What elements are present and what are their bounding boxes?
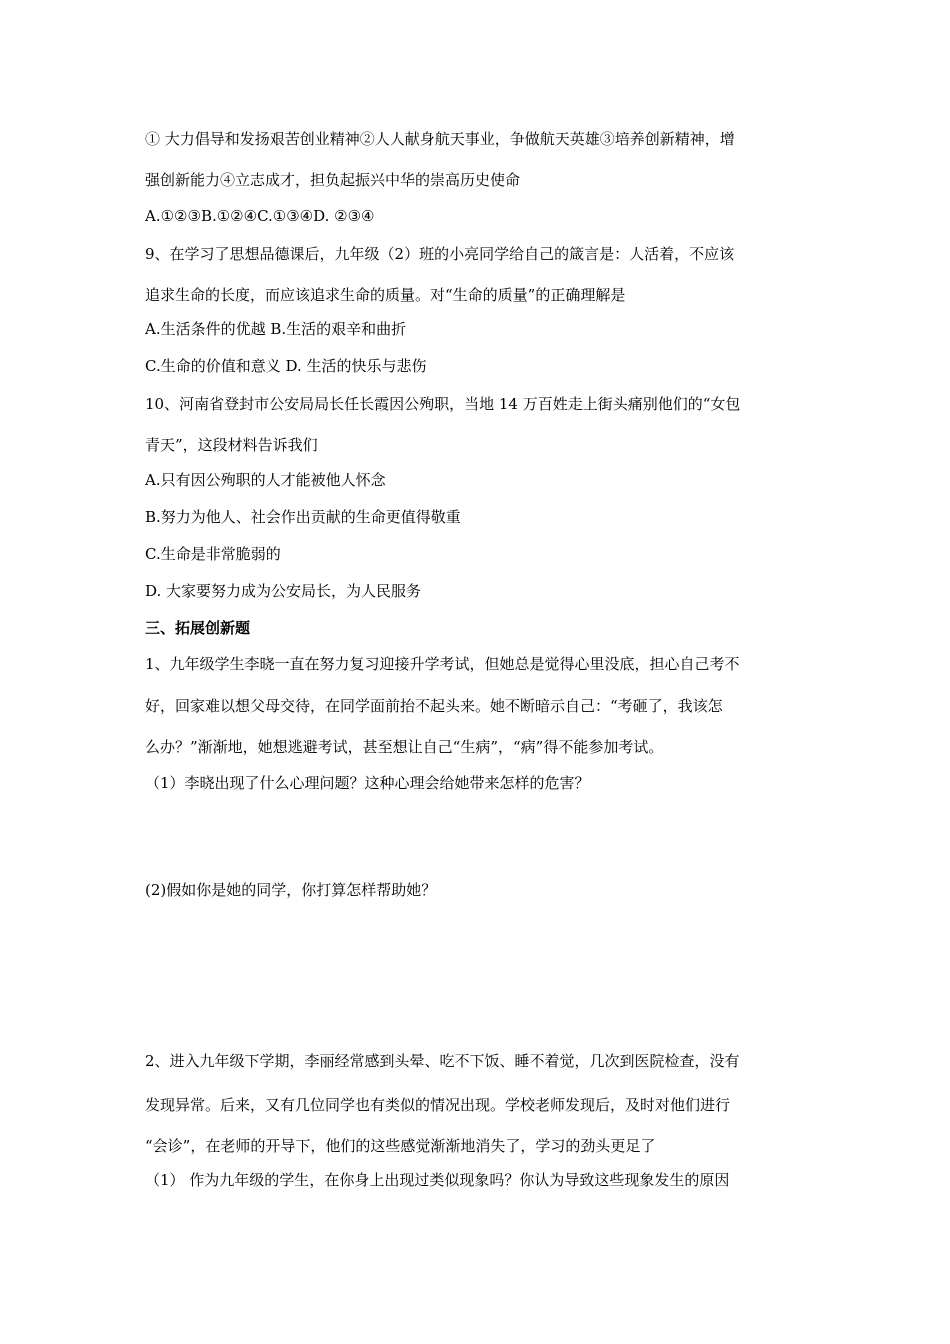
task2-subquestion-1: （1） 作为九年级的学生，在你身上出现过类似现象吗？你认为导致这些现象发生的原因: [145, 1171, 730, 1189]
q8-options-text-line-1: ① 大力倡导和发扬艰苦创业精神②人人献身航天事业，争做航天英雄③培养创新精神，增: [145, 130, 735, 148]
task2-stem-line-2: 发现异常。后来，又有几位同学也有类似的情况出现。学校老师发现后，及时对他们进行: [145, 1096, 731, 1114]
q9-choices-ab: A.生活条件的优越 B.生活的艰辛和曲折: [145, 320, 407, 338]
q10-choice-b: B.努力为他人、社会作出贡献的生命更值得敬重: [145, 508, 461, 526]
task2-stem-line-1: 2、进入九年级下学期，李丽经常感到头晕、吃不下饭、睡不着觉，几次到医院检查，没有: [145, 1052, 740, 1070]
q10-choice-d: D. 大家要努力成为公安局长，为人民服务: [145, 582, 422, 600]
task1-subquestion-1: （1）李晓出现了什么心理问题？这种心理会给她带来怎样的危害？: [145, 774, 590, 792]
q9-stem-line-2: 追求生命的长度，而应该追求生命的质量。对“生命的质量”的正确理解是: [145, 286, 626, 304]
q10-choice-c: C.生命是非常脆弱的: [145, 545, 281, 563]
q10-choice-a: A.只有因公殉职的人才能被他人怀念: [145, 471, 386, 489]
q8-answer-choices: A.①②③B.①②④C.①③④D. ②③④: [145, 207, 375, 225]
task1-stem-line-2: 好，回家难以想父母交待，在同学面前抬不起头来。她不断暗示自己：“考砸了，我该怎: [145, 697, 723, 715]
task2-stem-line-3: “会诊”，在老师的开导下，他们的这些感觉渐渐地消失了，学习的劲头更足了: [145, 1137, 656, 1155]
q9-choices-cd: C.生命的价值和意义 D. 生活的快乐与悲伤: [145, 357, 427, 375]
task1-stem-line-3: 么办？”渐渐地，她想逃避考试，甚至想让自己“生病”，“病”得不能参加考试。: [145, 738, 664, 756]
q8-options-text-line-2: 强创新能力④立志成才，担负起振兴中华的崇高历史使命: [145, 171, 521, 189]
q9-stem-line-1: 9、在学习了思想品德课后，九年级（2）班的小亮同学给自己的箴言是：人活着，不应该: [145, 245, 735, 263]
task1-subquestion-2: (2)假如你是她的同学，你打算怎样帮助她？: [145, 881, 437, 899]
task1-stem-line-1: 1、九年级学生李晓一直在努力复习迎接升学考试，但她总是觉得心里没底，担心自己考不: [145, 655, 740, 673]
q10-stem-line-2: 青天”，这段材料告诉我们: [145, 436, 318, 454]
q10-stem-line-1: 10、河南省登封市公安局局长任长霞因公殉职，当地 14 万百姓走上街头痛别他们的“女包: [145, 395, 741, 413]
section-heading: 三、拓展创新题: [145, 619, 251, 637]
